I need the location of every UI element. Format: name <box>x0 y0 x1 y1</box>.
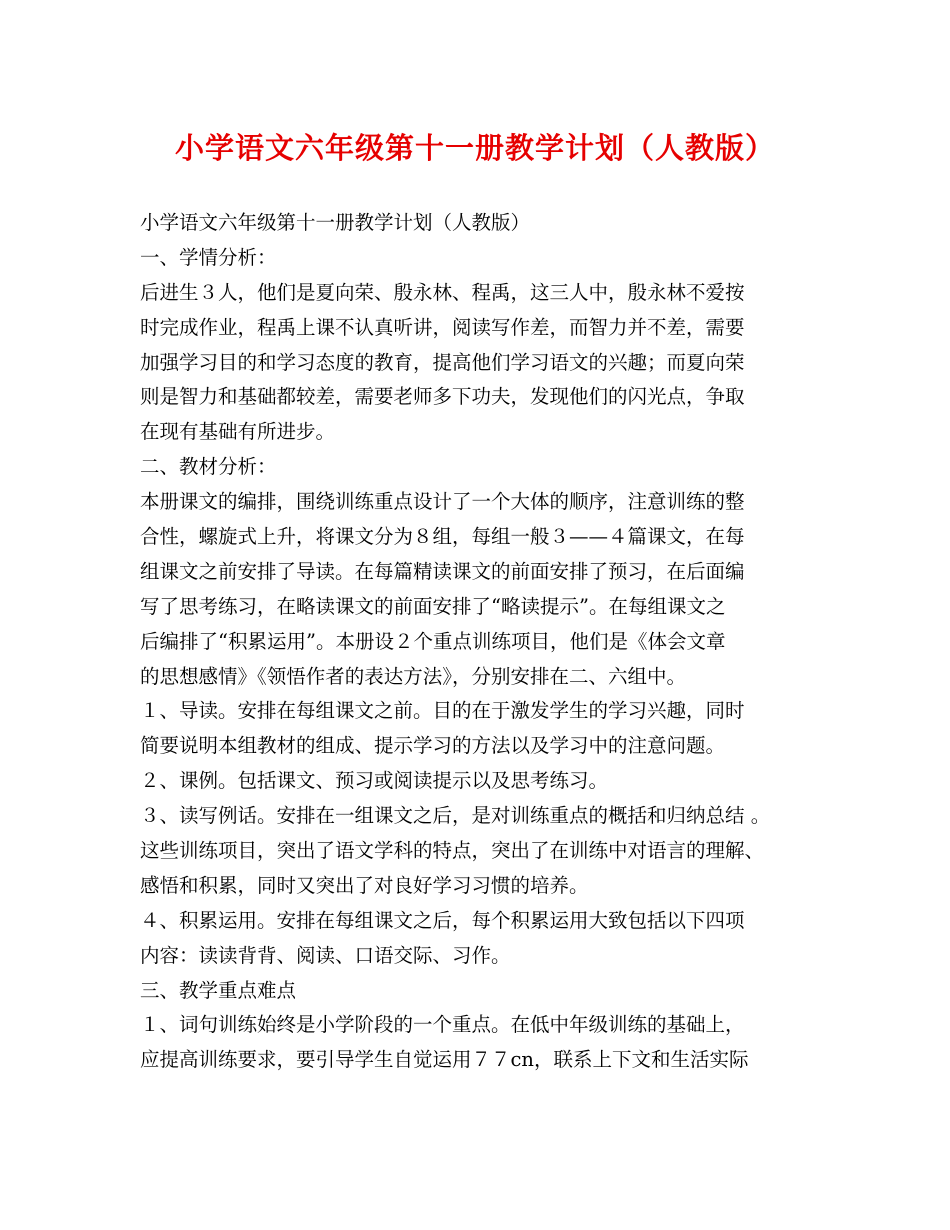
page-title: 小学语文六年级第十一册教学计划（人教版） <box>174 131 775 165</box>
section-heading: 二、教材分析： <box>140 455 277 479</box>
list-item-line: 内容：读读背背、阅读、口语交际、习作。 <box>140 943 511 967</box>
list-item-line: ２、课例。包括课文、预习或阅读提示以及思考练习。 <box>140 769 609 793</box>
paragraph-line: 在现有基础有所进步。 <box>140 420 336 444</box>
paragraph-line: 时完成作业，程禹上课不认真听讲，阅读写作差，而智力并不差，需要 <box>140 315 745 339</box>
section-heading: 一、学情分析： <box>140 245 277 269</box>
list-item-line: ３、读写例话。安排在一组课文之后，是对训练重点的概括和归纳总结 。 <box>140 804 771 828</box>
document-body <box>140 206 830 1078</box>
list-item-line: 应提高训练要求，要引导学生自觉运用７７cn，联系上下文和生活实际 <box>140 1048 749 1072</box>
paragraph-line: 后进生３人，他们是夏向荣、殷永林、程禹，这三人中，殷永林不爱按 <box>140 280 745 304</box>
list-item-line: 简要说明本组教材的组成、提示学习的方法以及学习中的注意问题。 <box>140 734 726 758</box>
list-item-line: １、词句训练始终是小学阶段的一个重点。在低中年级训练的基础上， <box>140 1013 745 1037</box>
paragraph-line: 写了思考练习，在略读课文的前面安排了“略读提示”。在每组课文之 <box>140 594 726 618</box>
paragraph-line: 合性，螺旋式上升，将课文分为８组，每组一般３——４篇课文，在每 <box>140 525 745 549</box>
list-item-line: 这些训练项目，突出了语文学科的特点，突出了在训练中对语言的理解、 <box>140 839 765 863</box>
paragraph-line: 则是智力和基础都较差，需要老师多下功夫，发现他们的闪光点，争取 <box>140 385 745 409</box>
paragraph-line: 后编排了“积累运用”。本册设２个重点训练项目，他们是《体会文章 <box>140 629 726 653</box>
paragraph-line: 小学语文六年级第十一册教学计划（人教版） <box>140 211 531 234</box>
paragraph-line: 组课文之前安排了导读。在每篇精读课文的前面安排了预习，在后面编 <box>140 559 745 583</box>
list-item-line: ４、积累运用。安排在每组课文之后，每个积累运用大致包括以下四项 <box>140 908 745 932</box>
list-item-line: １、导读。安排在每组课文之前。目的在于激发学生的学习兴趣，同时 <box>140 699 745 723</box>
paragraph-line: 本册课文的编排，围绕训练重点设计了一个大体的顺序，注意训练的整 <box>140 490 745 514</box>
paragraph-line: 的思想感情》《领悟作者的表达方法》，分别安排在二、六组中。 <box>140 664 687 688</box>
paragraph-line: 加强学习目的和学习态度的教育，提高他们学习语文的兴趣；而夏向荣 <box>140 350 745 374</box>
section-heading: 三、教学重点难点 <box>140 978 297 1002</box>
list-item-line: 感悟和积累，同时又突出了对良好学习习惯的培养。 <box>140 873 589 897</box>
